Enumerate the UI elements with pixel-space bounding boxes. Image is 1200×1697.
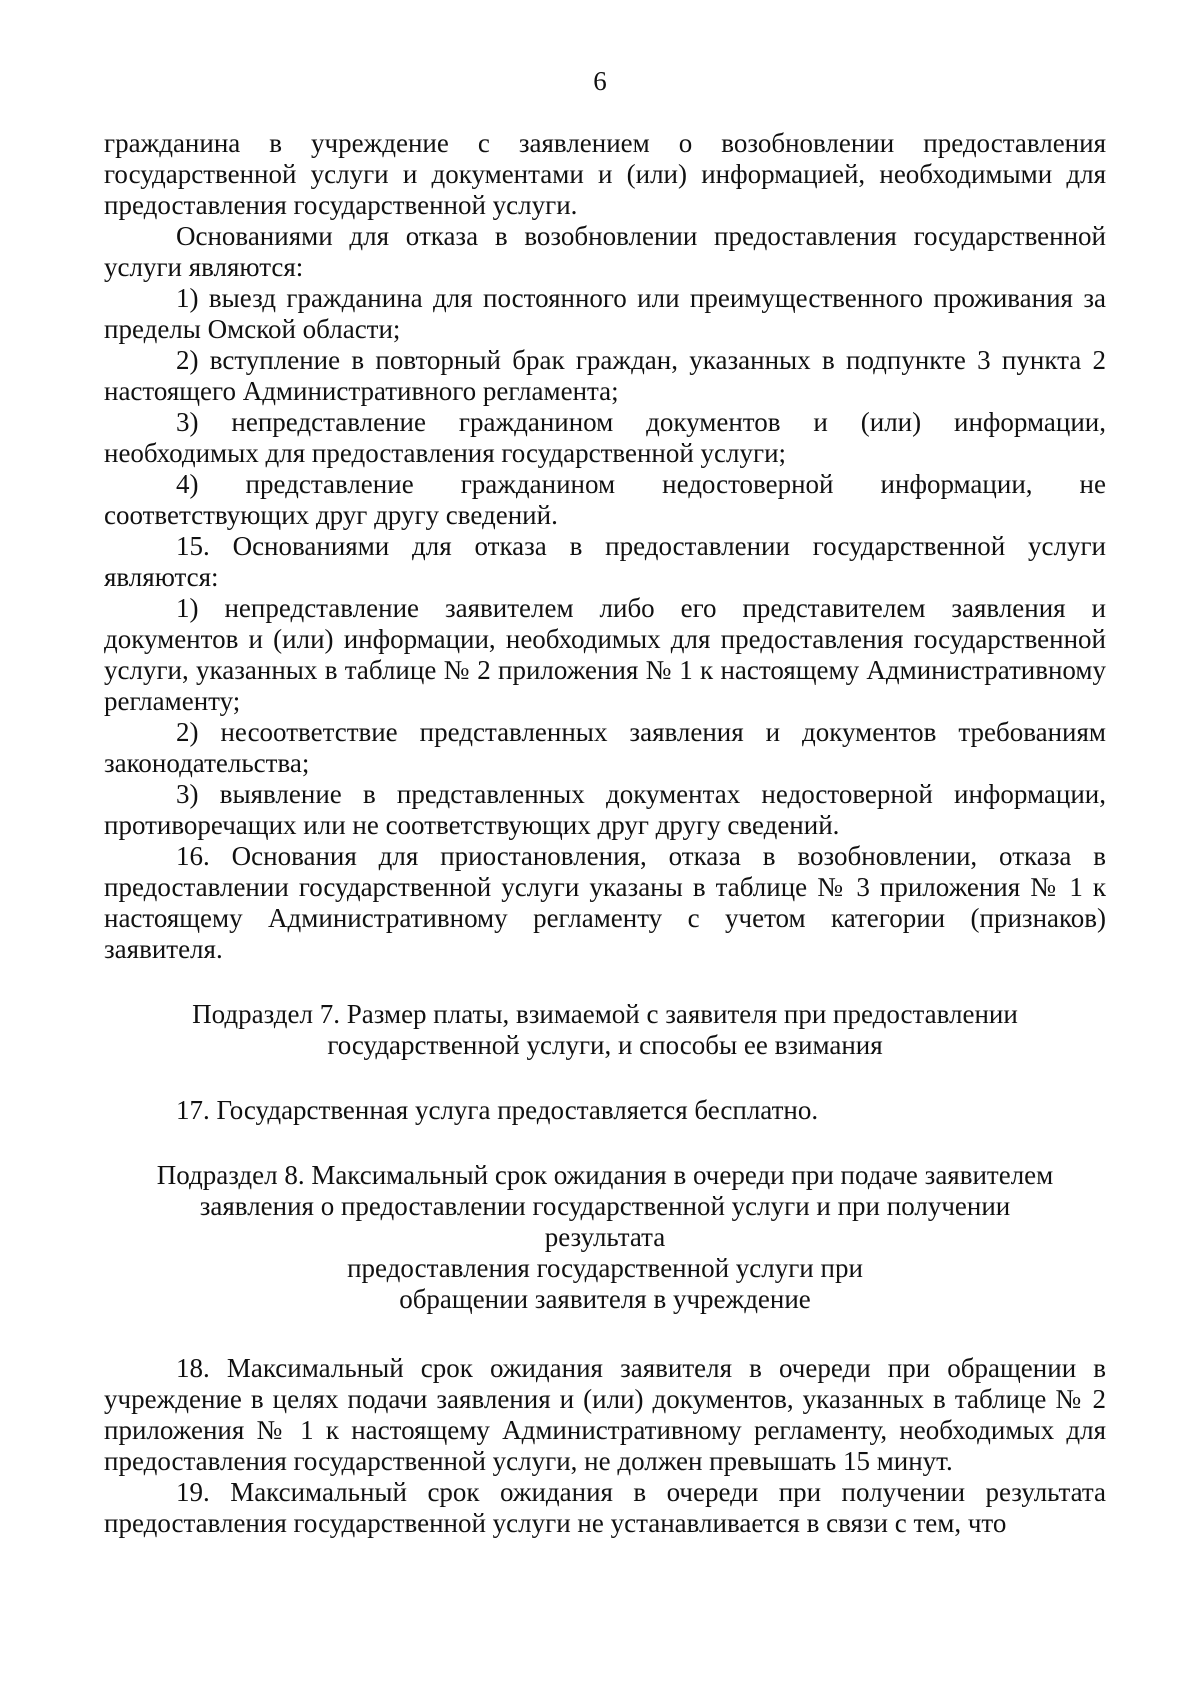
subsection-8-heading bbox=[104, 1160, 1106, 1315]
list-item: 2) несоответствие представленных заявления и документов требованиям законодательства; bbox=[104, 717, 1106, 778]
list-item: 4) представление гражданином недостоверной информации, не соответствующих друг другу сведений. bbox=[104, 469, 1106, 530]
paragraph-15: 15. Основаниями для отказа в предоставлении государственной услуги являются: bbox=[104, 531, 1106, 592]
heading-line: обращении заявителя в учреждение bbox=[399, 1284, 811, 1314]
list-item: 3) выявление в представленных документах недостоверной информации, противоречащих или не соответствующих друг другу сведений. bbox=[104, 779, 1106, 840]
paragraph-17: 17. Государственная услуга предоставляется бесплатно. bbox=[176, 1095, 819, 1125]
list-item: 1) выезд гражданина для постоянного или преимущественного проживания за пределы Омской области; bbox=[104, 283, 1106, 344]
paragraph-16: 16. Основания для приостановления, отказа в возобновлении, отказа в предоставлении государственной услуги указаны в таблице № 3 приложения № 1 к настоящему Административному регламенту с учетом категории (признаков) заявителя. bbox=[104, 841, 1106, 964]
page-number: 6 bbox=[593, 66, 607, 96]
list-item: 2) вступление в повторный брак граждан, указанных в подпункте 3 пункта 2 настоящего Административного регламента; bbox=[104, 345, 1106, 406]
paragraph-19: 19. Максимальный срок ожидания в очереди при получении результата предоставления государственной услуги не устанавливается в связи с тем, что bbox=[104, 1477, 1106, 1538]
heading-line: Подраздел 7. Размер платы, взимаемой с заявителя при предоставлении bbox=[192, 999, 1018, 1029]
list-item: 3) непредставление гражданином документов и (или) информации, необходимых для предоставления государственной услуги; bbox=[104, 407, 1106, 468]
paragraph-refusal-resume-grounds: Основаниями для отказа в возобновлении предоставления государственной услуги являются: bbox=[104, 221, 1106, 282]
list-item: 1) непредставление заявителем либо его представителем заявления и документов и (или) информации, необходимых для предоставления государственной услуги, указанных в таблице № 2 приложения № 1 к настоящему Административному регламенту; bbox=[104, 593, 1106, 716]
heading-line: государственной услуги, и способы ее взимания bbox=[327, 1030, 883, 1060]
document-body bbox=[104, 128, 1106, 1539]
heading-line: заявления о предоставлении государственной услуги и при получении результата bbox=[199, 1191, 1011, 1252]
subsection-7-heading bbox=[104, 999, 1106, 1061]
heading-line: предоставления государственной услуги при bbox=[347, 1253, 863, 1283]
heading-line: Подраздел 8. Максимальный срок ожидания в очереди при подаче заявителем bbox=[156, 1160, 1054, 1190]
paragraph-continuation: гражданина в учреждение с заявлением о возобновлении предоставления государственной услуги и документами и (или) информацией, необходимыми для предоставления государственной услуги. bbox=[104, 128, 1106, 220]
paragraph-18: 18. Максимальный срок ожидания заявителя в очереди при обращении в учреждение в целях подачи заявления и (или) документов, указанных в таблице № 2 приложения № 1 к настоящему Административному регламенту, необходимых для предоставления государственной услуги, не должен превышать 15 минут. bbox=[104, 1353, 1106, 1476]
